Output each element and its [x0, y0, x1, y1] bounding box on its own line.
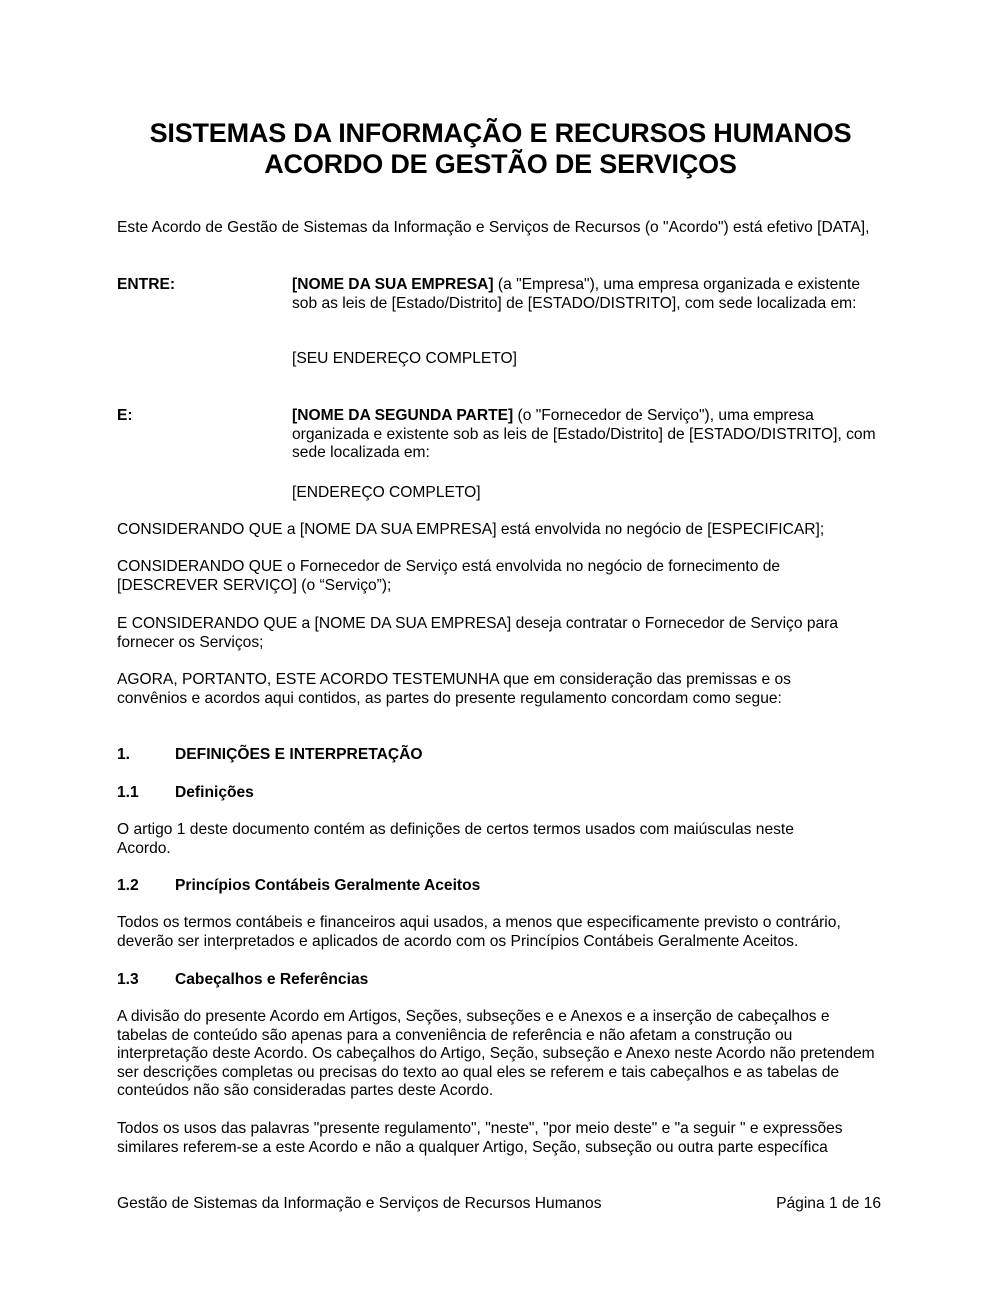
subsection-number: 1.3 — [117, 971, 139, 988]
subsection-title: Princípios Contábeis Geralmente Aceitos — [175, 877, 481, 894]
subsection-1-3-paragraph-1: A divisão do presente Acordo em Artigos, Seções, subseções e e Anexos e a inserção de cabeçalhos e tabelas de conteúdo são apenas para a conveniência de referência e não afetam a construção ou interpretação deste Acordo. Os cabeçalhos do Artigo, Seção, subseção e Anexo neste Acordo não pretendem ser descrições completas ou precisas do texto ao qual eles se referem e tais cabeçalhos e as tabelas de conteúdos não são consideradas partes deste Acordo. — [117, 1008, 875, 1100]
footer-page-number: Página 1 de 16 — [776, 1195, 881, 1212]
section-number: 1. — [117, 746, 131, 763]
intro-paragraph: Este Acordo de Gestão de Sistemas da Informação e Serviços de Recursos (o "Acordo") está efetivo [DATA], — [117, 219, 870, 236]
subsection-1-1-paragraph: O artigo 1 deste documento contém as definições de certos termos usados com maiúsculas neste Acordo. — [117, 821, 794, 857]
recital-3: E CONSIDERANDO QUE a [NOME DA SUA EMPRESA] deseja contratar o Fornecedor de Serviço para fornecer os Serviços; — [117, 615, 839, 651]
party-2-description — [292, 407, 884, 463]
subsection-title: Definições — [175, 784, 254, 801]
recital-2: CONSIDERANDO QUE o Fornecedor de Serviço está envolvida no negócio de fornecimento de [DESCREVER SERVIÇO] (o “Serviço”); — [117, 558, 781, 594]
section-title: DEFINIÇÕES E INTERPRETAÇÃO — [175, 746, 423, 763]
party-1-name: [NOME DA SUA EMPRESA] — [292, 276, 494, 293]
party-2-details: (o "Fornecedor de Serviço"), uma empresa organizada e existente sob as leis de [Estado/Distrito] de [ESTADO/DISTRITO], com sede localizada em: — [292, 407, 876, 462]
party-label-e: E: — [117, 407, 133, 424]
party-1-details: (a "Empresa"), uma empresa organizada e existente sob as leis de [Estado/Distrito] de [ESTADO/DISTRITO], com sede localizada em: — [292, 276, 861, 312]
party-2-address: [ENDEREÇO COMPLETO] — [292, 484, 481, 501]
page-footer — [117, 1195, 881, 1214]
subsection-number: 1.1 — [117, 784, 139, 801]
subsection-number: 1.2 — [117, 877, 139, 894]
party-2-name: [NOME DA SEGUNDA PARTE] — [292, 407, 514, 424]
party-label-entre: ENTRE: — [117, 276, 176, 293]
document-title — [117, 118, 884, 180]
recital-1: CONSIDERANDO QUE a [NOME DA SUA EMPRESA] está envolvida no negócio de [ESPECIFICAR]; — [117, 521, 825, 538]
party-1-description — [292, 276, 884, 313]
title-line-1: SISTEMAS DA INFORMAÇÃO E RECURSOS HUMANOS — [149, 118, 852, 148]
subsection-1-2-heading — [117, 877, 480, 896]
recital-4: AGORA, PORTANTO, ESTE ACORDO TESTEMUNHA que em consideração das premissas e os convênios e acordos aqui contidos, as partes do presente regulamento concordam como segue: — [117, 671, 791, 707]
party-1-address: [SEU ENDEREÇO COMPLETO] — [292, 350, 517, 367]
subsection-1-1-heading — [117, 784, 254, 803]
subsection-1-3-heading — [117, 971, 368, 990]
section-1-heading — [117, 746, 423, 765]
title-line-2: ACORDO DE GESTÃO DE SERVIÇOS — [264, 149, 737, 179]
subsection-1-2-paragraph: Todos os termos contábeis e financeiros aqui usados, a menos que especificamente previsto o contrário, deverão ser interpretados e aplicados de acordo com os Princípios Contábeis Geralmente Aceitos. — [117, 914, 841, 950]
subsection-title: Cabeçalhos e Referências — [175, 971, 369, 988]
footer-document-title: Gestão de Sistemas da Informação e Serviços de Recursos Humanos — [117, 1195, 602, 1212]
subsection-1-3-paragraph-2: Todos os usos das palavras "presente regulamento", "neste", "por meio deste" e "a seguir " e expressões similares referem-se a este Acordo e não a qualquer Artigo, Seção, subseção ou outra parte específica — [117, 1120, 843, 1156]
